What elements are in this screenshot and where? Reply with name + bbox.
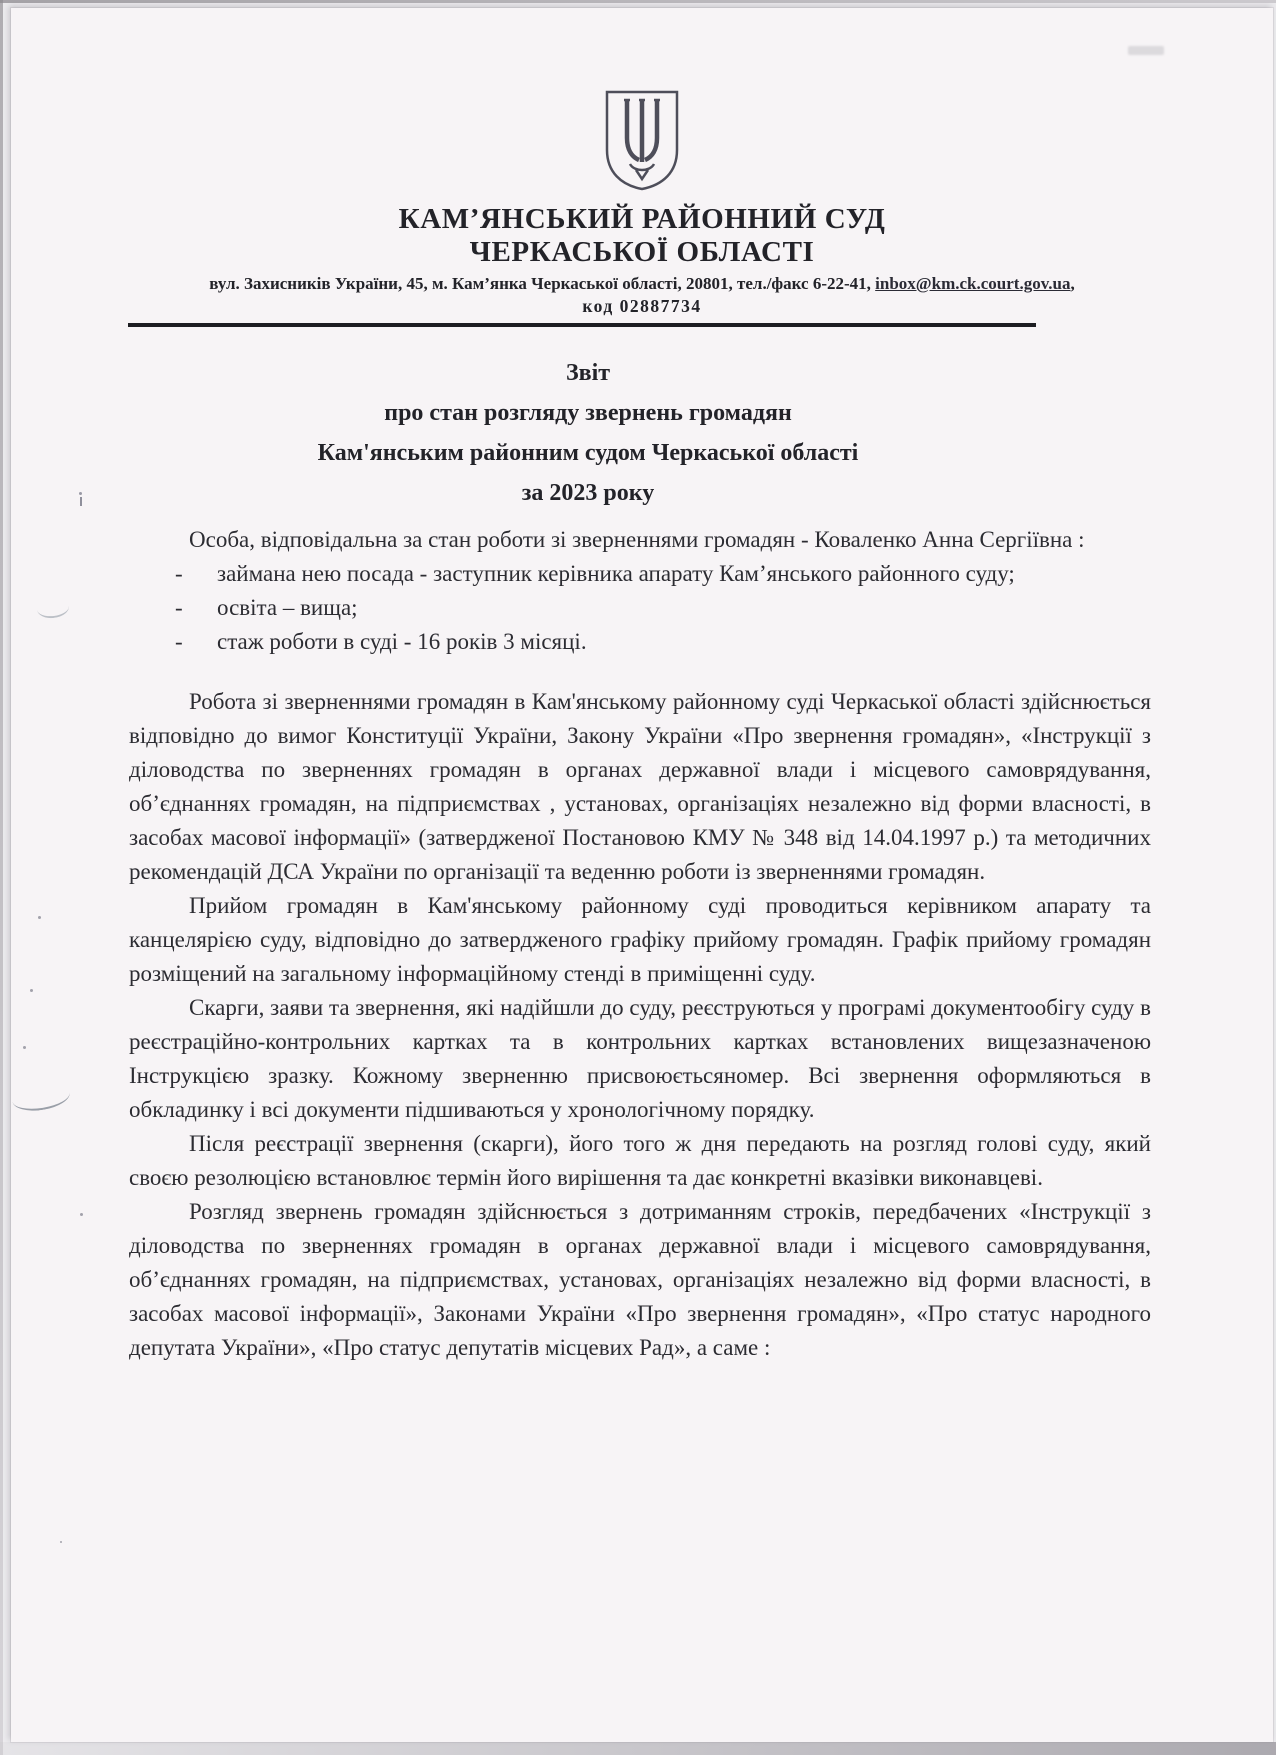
body-paragraph: Скарги, заяви та звернення, які надійшли до суду, реєструються у програмі документообігу суду в реєстраційно-контрольних картках та в контрольних картках встановлених вищезазначеною Інструкцією зразку. Кожному зверненню присвоюєтьсяномер. Всі звернення оформляються в обкладинку і всі документи підшиваються у хронологічному порядку. <box>129 995 1151 1122</box>
report-title <box>113 353 1063 513</box>
report-title-line3: Кам'янським районним судом Черкаської області <box>317 440 859 466</box>
dash-marker: - <box>175 595 183 620</box>
court-address-line <box>11 273 1273 294</box>
responsible-person-details-list <box>129 557 1151 659</box>
address-trailing-comma: , <box>1070 274 1075 293</box>
court-email-link[interactable]: inbox@km.ck.court.gov.ua <box>875 274 1071 293</box>
court-code-line: код 02887734 <box>582 296 702 316</box>
trident-emblem-icon <box>600 88 684 197</box>
court-name-line1: КАМ’ЯНСЬКИЙ РАЙОННИЙ СУД <box>398 203 886 235</box>
list-item-text: стаж роботи в суді - 16 років 3 місяці. <box>217 629 587 654</box>
body-paragraph: Прийом громадян в Кам'янському районному суді проводиться керівником апарату та канцелярією суду, відповідно до затвердженого графіку прийому громадян. Графік прийому громадян розміщений на загальному інформаційному стенді в приміщенні суду. <box>129 893 1151 986</box>
dash-marker: - <box>175 629 183 654</box>
body-paragraph: Після реєстрації звернення (скарги), його того ж дня передають на розгляд голові суду, який своєю резолюцією встановлює термін його вирішення та дає конкретні вказівки виконавцеві. <box>129 1131 1151 1190</box>
intro-paragraph: Особа, відповідальна за стан роботи зі зверненнями громадян - Коваленко Анна Сергіївна : <box>189 527 1085 552</box>
body-paragraph: Розгляд звернень громадян здійснюється з дотриманням строків, передбачених «Інструкції з діловодства по зверненнях громадян в органах державної влади і місцевого самоврядування, об’єднаннях громадян, на підприємствах, установах, організаціях незалежно від форми власності, в засобах масової інформації», Законами України «Про звернення громадян», «Про статус народного депутата України», «Про статус депутатів місцевих Рад», а саме : <box>129 1199 1151 1360</box>
report-title-line2: про стан розгляду звернень громадян <box>384 400 792 426</box>
court-name-line2: ЧЕРКАСЬКОЇ ОБЛАСТІ <box>469 236 815 268</box>
letterhead-divider-rule <box>128 323 1036 327</box>
list-item-text: освіта – вища; <box>217 595 358 620</box>
scan-edge-bottom <box>0 1742 1276 1755</box>
scan-edge-top <box>0 0 1276 3</box>
report-body <box>129 523 1151 1365</box>
document-page <box>11 8 1273 1742</box>
list-item <box>129 591 1151 625</box>
scan-edge-left <box>0 0 3 1755</box>
list-item <box>129 625 1151 659</box>
list-item <box>129 557 1151 591</box>
body-paragraph: Робота зі зверненнями громадян в Кам'янському районному суді Черкаської області здійснюється відповідно до вимог Конституції України, Закону України «Про звернення громадян», «Інструкції з діловодства по зверненнях громадян в органах державної влади і місцевого самоврядування, об’єднаннях громадян, на підприємствах , установах, організаціях незалежно від форми власності, в засобах масової інформації» (затвердженої Постановою КМУ № 348 від 14.04.1997 р.) та методичних рекомендацій ДСА України по організації та веденню роботи із зверненнями громадян. <box>129 689 1151 884</box>
list-item-text: займана нею посада - заступник керівника апарату Кам’янського районного суду; <box>217 561 1015 586</box>
report-title-line4: за 2023 року <box>521 480 655 506</box>
report-title-line1: Звіт <box>565 360 611 386</box>
address-text: вул. Захисників України, 45, м. Кам’янка Черкаської області, 20801, тел./факс 6-22-41, <box>209 274 876 293</box>
letterhead <box>11 88 1273 327</box>
dash-marker: - <box>175 561 183 586</box>
